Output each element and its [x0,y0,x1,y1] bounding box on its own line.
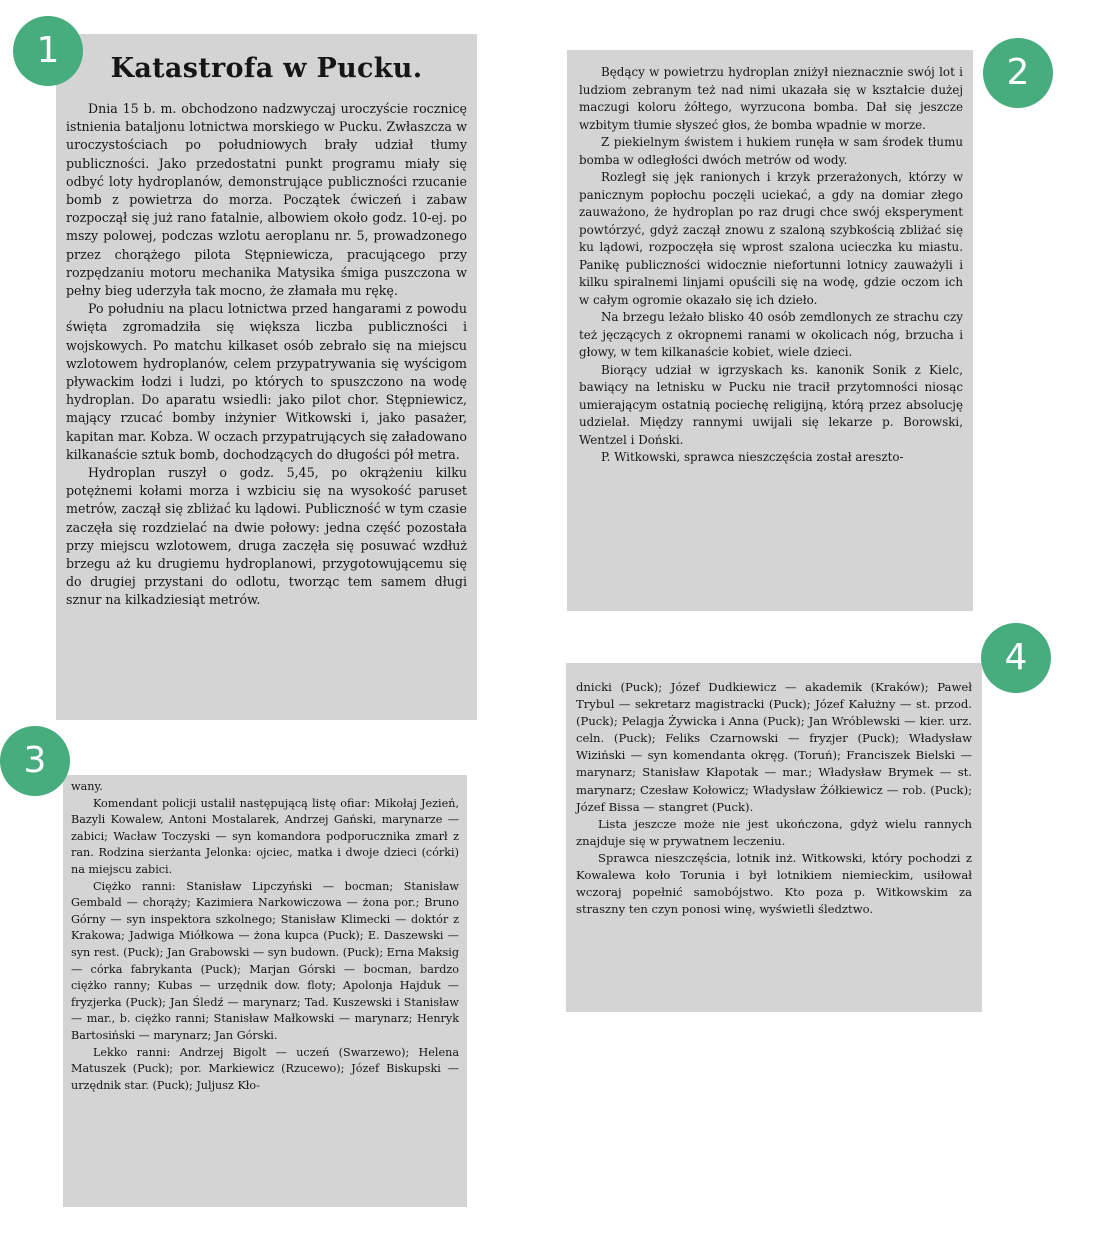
article-paragraph: Na brzegu leżało blisko 40 osób zemdlonych ze strachu czy też jęczących z okropnemi ranami w okolicach nóg, brzucha i głowy, w tem kilkanaście kobiet, wiele dzieci. [579,310,963,359]
clip-number-badge-4: 4 [981,623,1051,693]
article-paragraph: Będący w powietrzu hydroplan zniżył nieznacznie swój lot i ludziom zebranym też nad nimi ukazała się w kształcie dużej maczugi koloru żółtego, wyrzucona bomba. Dał się jeszcze wzbitym tłumie słyszeć głos, że bomba wpadnie w morze. [579,65,963,132]
article-clip-4 [566,663,982,1012]
article-clip-3 [63,775,467,1207]
article-paragraph: Ciężko ranni: Stanisław Lipczyński — bocman; Stanisław Gembald — chorąży; Kazimiera Narkowiczowa — żona por.; Bruno Górny — syn inspektora szkolnego; Stanisław Klimecki — doktór z Krakowa; Jadwiga Miółkowa — żona kupca (Puck); E. Daszewski — syn rest. (Puck); Jan Grabowski — syn budown. (Puck); Erna Maksig — córka fabrykanta (Puck); Marjan Górski — bocman, bardzo ciężko ranny; Kubas — urzędnik dow. floty; Apolonja Hajduk — fryzjerka (Puck); Jan Śledź — marynarz; Tad. Kuszewski i Stanisław — mar., b. ciężko ranni; Stanisław Małkowski — marynarz; Henryk Bartosiński — marynarz; Jan Górski. [71,879,459,1042]
article-paragraph: Lista jeszcze może nie jest ukończona, gdyż wielu rannych znajduje się w prywatnem leczeniu. [576,816,972,848]
article-paragraph: Hydroplan ruszył o godz. 5,45, po okrążeniu kilku potężnemi kołami morza i wzbiciu się na wysokość paruset metrów, zaczął się zbliżać ku lądowi. Publiczność w tym czasie zaczęła się rozdzielać na dwie połowy: jedna część pozostała przy miejscu wzlotowem, druga zaczęła się posuwać wzdłuż brzegu aż ku drugiemu hydroplanowi, przygotowującemu się do drugiej przystani do odlotu, tworząc tem samem długi sznur na kilkadziesiąt metrów. [66,465,467,608]
article-paragraph: Biorący udział w igrzyskach ks. kanonik Sonik z Kielc, bawiący na letnisku w Pucku nie tracił przytomności niosąc umierającym ostatnią pociechę religijną, którą przez absolucję udzielał. Między rannymi uwijali się lekarze p. Borowski, Wentzel i Doński. [579,362,963,447]
article-paragraph: dnicki (Puck); Józef Dudkiewicz — akademik (Kraków); Paweł Trybul — sekretarz magistracki (Puck); Józef Kałużny — st. przod. (Puck); Pelagja Żywicka i Anna (Puck); Jan Wróblewski — kier. urz. celn. (Puck); Feliks Czarnowski — fryzjer (Puck); Władysław Wiziński — syn komendanta okręg. (Toruń); Franciszek Bielski — marynarz; Stanisław Kłapotak — mar.; Władysław Brymek — st. marynarz; Czesław Kołowicz; Władysław Żółkiewicz — rob. (Puck); Józef Bissa — stangret (Puck). [576,680,972,814]
article-paragraph: Z piekielnym świstem i hukiem runęła w sam środek tłumu bomba w odległości dwóch metrów od wody. [579,135,963,167]
clip-number-badge-3: 3 [0,726,70,796]
article-paragraph: wany. [71,780,103,793]
article-paragraph: Lekko ranni: Andrzej Bigolt — uczeń (Swarzewo); Helena Matuszek (Puck); por. Markiewicz (Rzucewo); Józef Biskupski — urzędnik star. (Puck); Juljusz Kło- [71,1045,459,1092]
clip-number-badge-2: 2 [983,38,1053,108]
article-clip-2 [567,50,973,611]
article-paragraph: Po południu na placu lotnictwa przed hangarami z powodu święta zgromadziła się większa liczba publiczności i wojskowych. Po matchu kilkaset osób zebrało się na miejscu wzlotowem hydroplanów, celem przypatrywania się wyścigom pływackim łodzi i ludzi, po których to spuszczono na wodę hydroplan. Do aparatu wsiedli: jako pilot chor. Stępniewicz, mający rzucać bomby inżynier Witkowski i, jako pasażer, kapitan mar. Kobza. W oczach przypatrujących się załadowano kilkanaście sztuk bomb, dochodzących do długości pół metra. [66,301,467,462]
article-paragraph: Rozległ się jęk ranionych i krzyk przerażonych, którzy w panicznym popłochu poczęli uciekać, a gdy na domiar złego zauważono, że hydroplan po raz drugi chce swój eksperyment powtórzyć, gdyż zaczął znowu z szaloną szybkością zbliżać się ku lądowi, rozpoczęła się wprost szalona ucieczka ku miastu. Panikę publiczności widocznie niefortunni lotnicy zauważyli i kilku spiralnemi linjami opuścili się na wodę, gdzie oczom ich w całym ogromie okazało się ich dzieło. [579,170,963,307]
article-paragraph: Sprawca nieszczęścia, lotnik inż. Witkowski, który pochodzi z Kowalewa koło Torunia i był lotnikiem niemieckim, usiłował wczoraj popełnić samobójstwo. Kto poza p. Witkowskim za straszny ten czyn ponosi winę, wyświetli śledztwo. [576,850,972,917]
article-paragraph: Komendant policji ustalił następującą listę ofiar: Mikołaj Jezień, Bazyli Kowalew, Antoni Mostalarek, Andrzej Gański, marynarze — zabici; Wacław Toczyski — syn komandora podporucznika zmarł z ran. Rodzina sierżanta Jelonka: ojciec, matka i dwoje dzieci (córki) na miejscu zabici. [71,796,459,876]
article-paragraph: Dnia 15 b. m. obchodzono nadzwyczaj uroczyście rocznicę istnienia bataljonu lotnictwa morskiego w Pucku. Zwłaszcza w uroczystościach po południowych brały udział tłumy publiczności. Jako przedostatni punkt programu miały się odbyć loty hydroplanów, demonstrujące publiczności rzucanie bomb z powietrza do morza. Początek ćwiczeń i zabaw rozpoczął się już rano fatalnie, albowiem około godz. 10-ej. po mszy polowej, podczas wzlotu aeroplanu nr. 5, prowadzonego przez chorążego pilota Stępniewicza, pracującego przy rozpędzaniu motoru mechanika Matysika śmiga puszczona w pełny bieg uderzyła tak mocno, że złamała mu rękę. [66,101,467,299]
article-paragraph: P. Witkowski, sprawca nieszczęścia został areszto- [601,450,904,464]
article-headline: Katastrofa w Pucku. [110,53,423,84]
article-clip-1 [56,34,477,720]
clip-number-badge-1: 1 [13,16,83,86]
